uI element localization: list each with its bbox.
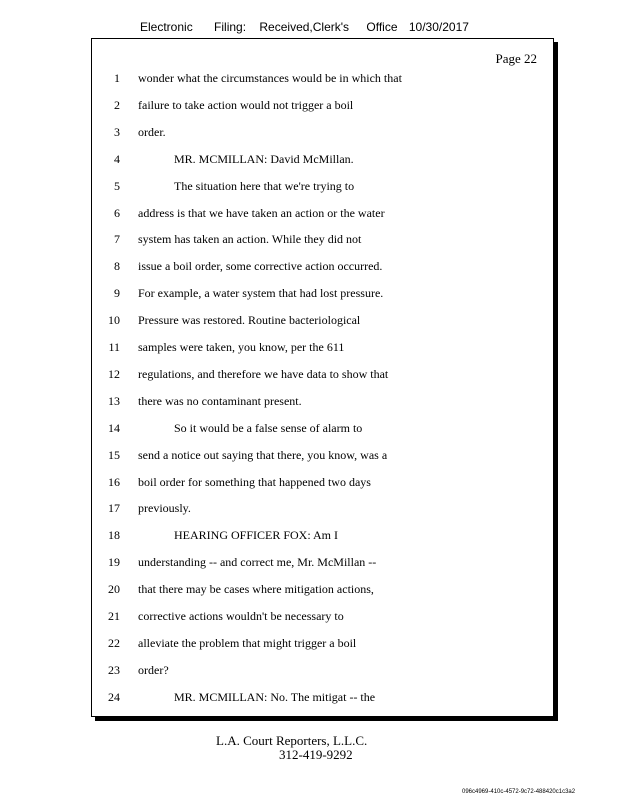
line-number: 2 bbox=[114, 97, 120, 112]
electronic-filing-header bbox=[140, 20, 469, 34]
line-text: So it would be a false sense of alarm to bbox=[174, 420, 363, 435]
line-text: order? bbox=[138, 662, 169, 677]
filing-word-filing: Filing: bbox=[214, 20, 247, 34]
transcript-line bbox=[92, 501, 553, 519]
transcript-line bbox=[92, 636, 553, 654]
transcript-line bbox=[92, 340, 553, 358]
transcript-line bbox=[92, 71, 553, 89]
line-text: alleviate the problem that might trigger a boil bbox=[138, 635, 357, 650]
line-text: issue a boil order, some corrective action occurred. bbox=[138, 259, 383, 274]
court-reporter-phone: 312-419-9292 bbox=[279, 747, 353, 762]
transcript-line bbox=[92, 475, 553, 493]
line-number: 7 bbox=[114, 232, 120, 247]
line-number: 4 bbox=[114, 151, 120, 166]
document-id: 096c4969-410c-4572-9c72-488420c1c3a2 bbox=[462, 789, 576, 795]
line-number: 6 bbox=[114, 205, 120, 220]
line-number: 11 bbox=[108, 340, 120, 354]
page-number: Page 22 bbox=[495, 51, 537, 66]
transcript-line bbox=[92, 690, 553, 708]
line-text: failure to take action would not trigger a boil bbox=[138, 97, 354, 112]
line-text: The situation here that we're trying to bbox=[174, 178, 355, 193]
transcript-line bbox=[92, 259, 553, 277]
transcript-line bbox=[92, 206, 553, 224]
transcript-line bbox=[92, 232, 553, 250]
line-text: understanding -- and correct me, Mr. McMillan -- bbox=[138, 555, 377, 570]
filing-date: 10/30/2017 bbox=[408, 20, 469, 34]
line-number: 18 bbox=[108, 528, 120, 543]
transcript-line bbox=[92, 152, 553, 170]
line-text: boil order for something that happened two days bbox=[138, 474, 371, 489]
transcript-line bbox=[92, 582, 553, 600]
transcript-line bbox=[92, 313, 553, 331]
line-text: samples were taken, you know, per the 611 bbox=[138, 340, 345, 354]
transcript-page bbox=[91, 38, 554, 717]
transcript-line bbox=[92, 663, 553, 681]
line-text: MR. MCMILLAN: No. The mitigat -- the bbox=[174, 689, 376, 704]
line-number: 17 bbox=[108, 501, 120, 516]
line-text: send a notice out saying that there, you know, was a bbox=[138, 447, 388, 462]
line-text: MR. MCMILLAN: David McMillan. bbox=[174, 151, 354, 166]
filing-word-office: Office bbox=[366, 20, 398, 34]
line-text: wonder what the circumstances would be in which that bbox=[138, 71, 402, 85]
transcript-line bbox=[92, 367, 553, 385]
transcript-line bbox=[92, 528, 553, 546]
line-number: 24 bbox=[108, 689, 120, 704]
transcript-line bbox=[92, 448, 553, 466]
transcript-line bbox=[92, 125, 553, 143]
line-number: 23 bbox=[108, 662, 120, 677]
transcript-line bbox=[92, 286, 553, 304]
line-text: corrective actions wouldn't be necessary to bbox=[138, 609, 344, 623]
line-number: 9 bbox=[114, 286, 120, 301]
line-text: system has taken an action. While they did not bbox=[138, 232, 362, 247]
transcript-line bbox=[92, 394, 553, 412]
line-text: previously. bbox=[138, 501, 191, 516]
transcript-line bbox=[92, 421, 553, 439]
line-number: 22 bbox=[108, 635, 120, 650]
transcript-line bbox=[92, 179, 553, 197]
line-text: that there may be cases where mitigation actions, bbox=[138, 582, 374, 597]
line-text: Pressure was restored. Routine bacteriological bbox=[138, 313, 361, 328]
line-number: 3 bbox=[114, 124, 120, 139]
filing-word-received: Received,Clerk's bbox=[259, 20, 350, 34]
line-text: there was no contaminant present. bbox=[138, 393, 302, 408]
line-text: order. bbox=[138, 124, 166, 139]
line-number: 15 bbox=[108, 447, 120, 462]
filing-word-electronic: Electronic bbox=[140, 20, 193, 34]
line-text: address is that we have taken an action or the water bbox=[138, 205, 385, 220]
line-number: 20 bbox=[108, 582, 120, 597]
line-number: 5 bbox=[114, 178, 120, 193]
line-number: 1 bbox=[114, 71, 120, 85]
court-reporter-name: L.A. Court Reporters, L.L.C. bbox=[216, 733, 368, 748]
transcript-line bbox=[92, 98, 553, 116]
line-text: regulations, and therefore we have data to show that bbox=[138, 366, 389, 381]
transcript-line bbox=[92, 609, 553, 627]
line-number: 14 bbox=[108, 420, 120, 435]
line-number: 19 bbox=[108, 555, 120, 570]
line-number: 8 bbox=[114, 259, 120, 274]
line-number: 13 bbox=[108, 393, 120, 408]
line-text: HEARING OFFICER FOX: Am I bbox=[174, 528, 339, 543]
line-number: 21 bbox=[108, 609, 120, 623]
transcript-line bbox=[92, 555, 553, 573]
line-text: For example, a water system that had lost pressure. bbox=[138, 286, 384, 301]
line-number: 12 bbox=[108, 366, 120, 381]
line-number: 10 bbox=[108, 313, 120, 328]
line-number: 16 bbox=[108, 474, 120, 489]
